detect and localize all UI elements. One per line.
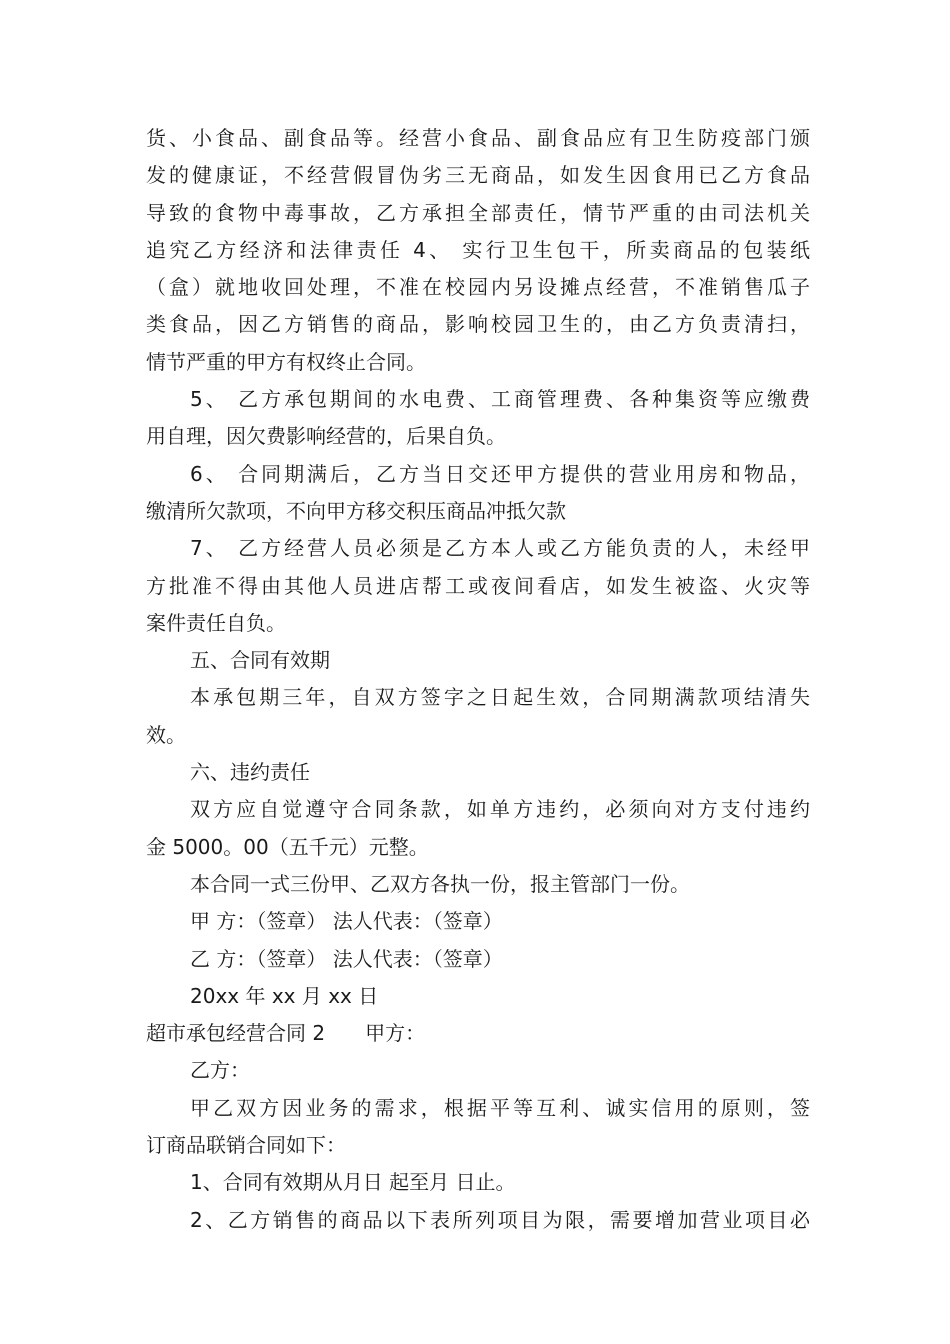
text-line: （盒）就地收回处理，不准在校园内另设摊点经营，不准销售瓜子 xyxy=(146,275,810,300)
section-heading: 六、违约责任 xyxy=(190,760,310,785)
party-b-label: 乙方： xyxy=(190,1058,250,1083)
text-line: 5、 乙方承包期间的水电费、工商管理费、各种集资等应缴费 xyxy=(190,387,810,412)
text-line: 货、小食品、副食品等。经营小食品、副食品应有卫生防疫部门颁 xyxy=(146,126,810,150)
text-line: 效。 xyxy=(146,722,186,747)
document-body xyxy=(146,120,810,1239)
text-line: 案件责任自负。 xyxy=(146,610,286,635)
text-line: 双方应自觉遵守合同条款，如单方违约，必须向对方支付违约 xyxy=(190,797,810,822)
text-line: 方批准不得由其他人员进店帮工或夜间看店，如发生被盗、火灾等 xyxy=(146,573,810,598)
text-line: 金 5000。00（五千元）元整。 xyxy=(146,834,429,859)
text-line: 7、 乙方经营人员必须是乙方本人或乙方能负责的人，未经甲 xyxy=(190,536,810,561)
date-line: 20xx 年 xx 月 xx 日 xyxy=(190,983,379,1008)
text-line: 6、 合同期满后，乙方当日交还甲方提供的营业用房和物品， xyxy=(190,461,810,486)
text-line: 订商品联销合同如下： xyxy=(146,1133,346,1158)
text-line: 情节严重的甲方有权终止合同。 xyxy=(146,349,426,374)
party-a-label: 甲方： xyxy=(365,1021,426,1046)
text-line: 2、乙方销售的商品以下表所列项目为限，需要增加营业项目必 xyxy=(190,1207,810,1232)
contract-title: 超市承包经营合同 2 xyxy=(146,1021,326,1046)
text-line: 用自理，因欠费影响经营的，后果自负。 xyxy=(146,424,506,449)
text-line: 1、合同有效期从月日 起至月 日止。 xyxy=(190,1170,516,1195)
text-line: 导致的食物中毒事故，乙方承担全部责任，情节严重的由司法机关 xyxy=(146,200,810,225)
contract-title-line xyxy=(146,1015,810,1052)
section-heading: 五、合同有效期 xyxy=(190,648,330,673)
text-line: 缴清所欠款项，不向甲方移交积压商品冲抵欠款 xyxy=(146,498,566,523)
text-line: 发的健康证，不经营假冒伪劣三无商品，如发生因食用已乙方食品 xyxy=(146,163,810,188)
signature-line-party-a: 甲 方：（签章） 法人代表：（签章） xyxy=(190,909,503,934)
text-line: 类食品，因乙方销售的商品，影响校园卫生的，由乙方负责清扫， xyxy=(146,312,810,337)
text-line: 追究乙方经济和法律责任 4、 实行卫生包干，所卖商品的包装纸 xyxy=(146,237,810,262)
text-line: 本合同一式三份甲、乙双方各执一份，报主管部门一份。 xyxy=(190,871,690,896)
signature-line-party-b: 乙 方：（签章） 法人代表：（签章） xyxy=(190,946,503,971)
text-line: 本承包期三年，自双方签字之日起生效，合同期满款项结清失 xyxy=(190,685,810,710)
text-line: 甲乙双方因业务的需求，根据平等互利、诚实信用的原则，签 xyxy=(190,1095,810,1120)
